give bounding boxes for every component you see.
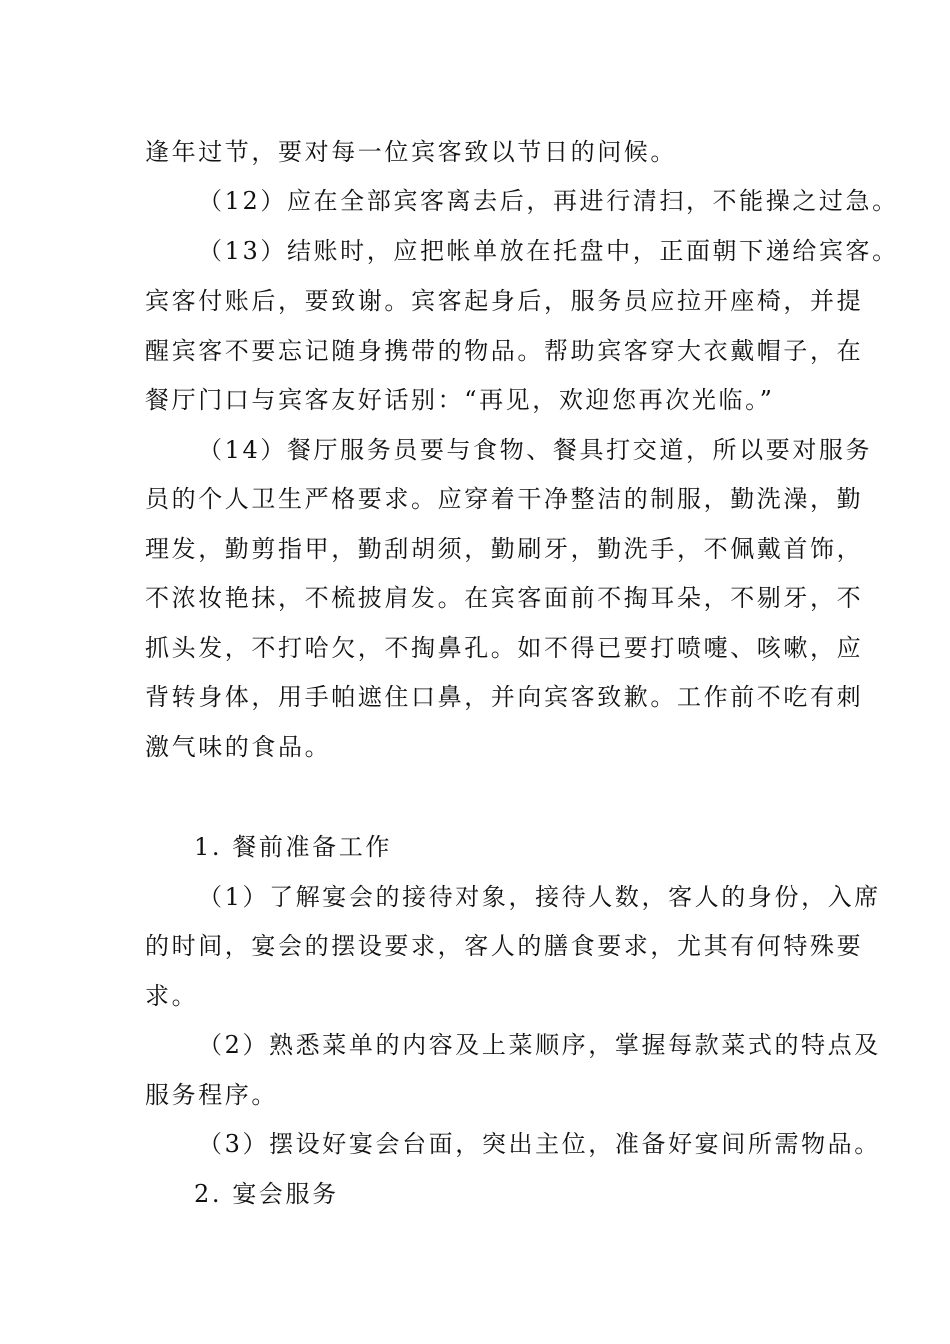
text-line: （13）结账时，应把帐单放在托盘中，正面朝下递给宾客。 xyxy=(198,237,899,265)
text-line: 背转身体，用手帕遮住口鼻，并向宾客致歉。工作前不吃有刺 xyxy=(145,683,864,711)
section-heading: 2. 宴会服务 xyxy=(194,1180,339,1208)
text-line: 餐厅门口与宾客友好话别：“再见，欢迎您再次光临。” xyxy=(145,386,775,414)
text-line: （2）熟悉菜单的内容及上菜顺序，掌握每款菜式的特点及 xyxy=(198,1031,881,1059)
text-line: 醒宾客不要忘记随身携带的物品。帮助宾客穿大衣戴帽子，在 xyxy=(145,337,864,365)
text-line: （14）餐厅服务员要与食物、餐具打交道，所以要对服务 xyxy=(198,436,873,464)
text-line: 宾客付账后，要致谢。宾客起身后，服务员应拉开座椅，并提 xyxy=(145,287,864,315)
text-line: 抓头发，不打哈欠，不掏鼻孔。如不得已要打喷嚏、咳嗽，应 xyxy=(145,634,864,662)
text-line: 的时间，宴会的摆设要求，客人的膳食要求，尤其有何特殊要 xyxy=(145,932,864,960)
text-line: 服务程序。 xyxy=(145,1081,278,1109)
text-line: （1）了解宴会的接待对象，接待人数，客人的身份，入席 xyxy=(198,883,881,911)
text-line: 激气味的食品。 xyxy=(145,733,332,761)
text-line: 不浓妆艳抹，不梳披肩发。在宾客面前不掏耳朵，不剔牙，不 xyxy=(145,584,864,612)
text-line: 员的个人卫生严格要求。应穿着干净整洁的制服，勤洗澡，勤 xyxy=(145,485,864,513)
section-heading: 1. 餐前准备工作 xyxy=(194,833,392,861)
text-line: 逢年过节，要对每一位宾客致以节日的问候。 xyxy=(145,138,677,166)
text-line: （3）摆设好宴会台面，突出主位，准备好宴间所需物品。 xyxy=(198,1130,881,1158)
text-line: （12）应在全部宾客离去后，再进行清扫，不能操之过急。 xyxy=(198,187,899,215)
text-line: 求。 xyxy=(145,982,199,1010)
text-line: 理发，勤剪指甲，勤刮胡须，勤刷牙，勤洗手，不佩戴首饰， xyxy=(145,535,864,563)
